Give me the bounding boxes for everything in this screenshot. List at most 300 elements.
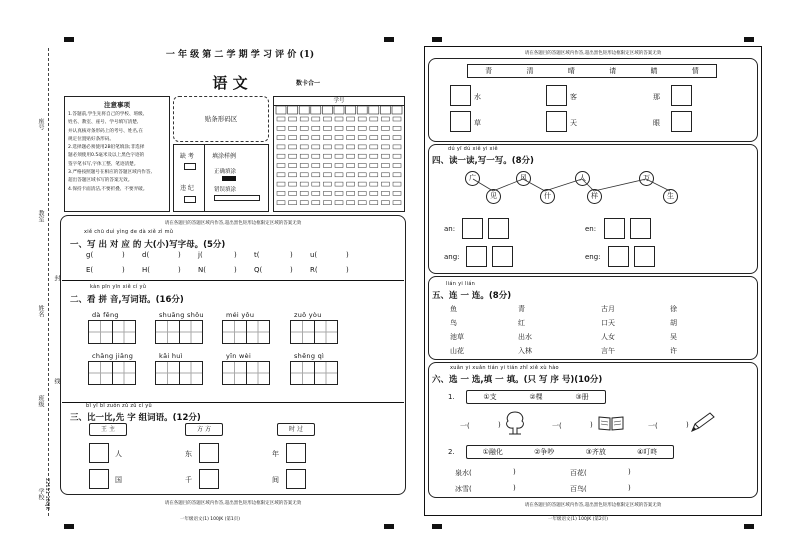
notes-line: 题必须使用0.5毫米及以上黑色字迹的	[68, 153, 145, 159]
id-bubble[interactable]	[381, 154, 389, 158]
id-bubble[interactable]	[347, 173, 355, 177]
id-bubble[interactable]	[323, 145, 331, 149]
id-bubble[interactable]	[300, 201, 308, 205]
id-bubble[interactable]	[300, 145, 308, 149]
letter-answer-blank[interactable]	[320, 266, 344, 275]
id-bubble[interactable]	[370, 173, 378, 177]
tree-icon	[504, 410, 526, 436]
id-bubble[interactable]	[323, 164, 331, 168]
match-item: 红	[518, 319, 525, 327]
letter-prompt: Q(	[254, 266, 263, 274]
char-bubble: 风	[516, 171, 531, 186]
match-item: 鸟	[450, 319, 457, 327]
char-box[interactable]	[466, 246, 487, 267]
id-bubble[interactable]	[358, 182, 366, 186]
rhyme-label: en:	[585, 225, 597, 233]
id-bubble[interactable]	[312, 117, 320, 121]
char-bubble: 生	[663, 189, 678, 204]
writing-cell[interactable]	[89, 362, 113, 384]
id-bubble[interactable]	[393, 126, 401, 130]
writing-cell[interactable]	[315, 321, 338, 343]
alignment-mark	[744, 524, 754, 529]
id-bubble[interactable]	[277, 117, 285, 121]
id-bubble[interactable]	[300, 154, 308, 158]
id-bubble[interactable]	[335, 117, 343, 121]
alignment-mark	[384, 524, 394, 529]
letter-prompt: H(	[142, 266, 150, 274]
word-writing-grid[interactable]	[290, 361, 338, 385]
q2-title: 二、看 拼 音,写词语。(16分)	[70, 295, 184, 305]
measure-blank-close: )	[686, 421, 689, 429]
letter-answer-blank[interactable]	[152, 251, 176, 260]
compare-pair: 王 主	[89, 423, 127, 436]
id-bubble[interactable]	[312, 126, 320, 130]
id-bubble[interactable]	[381, 164, 389, 168]
id-bubble[interactable]	[370, 164, 378, 168]
letter-answer-blank[interactable]	[264, 251, 288, 260]
id-bubble[interactable]	[393, 182, 401, 186]
char-box[interactable]	[634, 246, 655, 267]
id-bubble[interactable]	[335, 201, 343, 205]
writing-cell[interactable]	[180, 321, 203, 343]
letter-prompt: u(	[310, 251, 318, 259]
q3-title: 三、比一比,先 字 组词语。(12分)	[70, 413, 201, 423]
id-bubble[interactable]	[370, 191, 378, 195]
exam-header: 一 年 级 第 二 学 期 学 习 评 价 (1)	[165, 50, 315, 60]
letter-prompt: g(	[86, 251, 94, 259]
phrase-prefix: 泉水(	[455, 469, 472, 477]
id-bubble[interactable]	[393, 145, 401, 149]
id-bubble[interactable]	[277, 191, 285, 195]
char-box[interactable]	[450, 111, 471, 132]
id-bubble[interactable]	[300, 126, 308, 130]
word-bank-item: 情	[691, 67, 699, 75]
compound-char: 人	[115, 450, 122, 458]
char-box[interactable]	[89, 469, 109, 489]
paper-code: 数卡合一	[296, 80, 321, 87]
id-bubble[interactable]	[358, 154, 366, 158]
id-bubble[interactable]	[381, 126, 389, 130]
word-writing-grid[interactable]	[290, 320, 338, 344]
measure-answer-blank[interactable]	[566, 421, 588, 430]
id-bubble[interactable]	[347, 191, 355, 195]
q6-item1-options	[466, 390, 606, 404]
id-bubble[interactable]	[335, 173, 343, 177]
id-bubble[interactable]	[347, 182, 355, 186]
id-digit-box[interactable]	[357, 106, 367, 114]
absent-checkbox[interactable]	[184, 163, 196, 170]
id-bubble[interactable]	[300, 136, 308, 140]
alignment-mark	[64, 524, 74, 529]
phrase-suffix: )	[513, 484, 516, 492]
q2-pinyin: kàn pīn yīn xiě cí yǔ	[90, 284, 147, 290]
notes-box	[64, 96, 170, 212]
letter-answer-blank[interactable]	[264, 266, 288, 275]
phrase-prefix: 百鸟(	[570, 485, 587, 493]
writing-cell[interactable]	[291, 362, 315, 384]
id-bubble[interactable]	[289, 117, 297, 121]
letter-answer-blank[interactable]	[208, 251, 232, 260]
id-bubble[interactable]	[370, 182, 378, 186]
q1-title: 一、写 出 对 应 的 大(小)写字母。(5分)	[70, 240, 226, 250]
id-bubble[interactable]	[381, 173, 389, 177]
alignment-mark	[64, 37, 74, 42]
id-bubble[interactable]	[277, 136, 285, 140]
compound-char: 草	[474, 119, 481, 127]
letter-prompt: N(	[198, 266, 206, 274]
subject-title: 语 文	[212, 74, 248, 92]
book-icon	[597, 414, 625, 432]
letter-blank-close: )	[290, 251, 293, 259]
alignment-mark	[432, 37, 442, 42]
phrase-suffix: )	[628, 468, 631, 476]
id-bubble[interactable]	[300, 117, 308, 121]
match-item: 胡	[670, 319, 677, 327]
phrase-suffix: )	[628, 484, 631, 492]
letter-blank-close: )	[346, 266, 349, 274]
match-item: 古月	[601, 305, 615, 313]
writing-cell[interactable]	[156, 321, 180, 343]
page-footer-left: 一年级语文(1) 100JK (第1页)	[180, 517, 240, 522]
match-item: 吴	[670, 333, 677, 341]
writing-cell[interactable]	[247, 321, 270, 343]
writing-cell[interactable]	[223, 362, 247, 384]
id-bubble[interactable]	[277, 182, 285, 186]
option: ②棵	[529, 393, 543, 401]
char-box[interactable]	[199, 443, 219, 463]
writing-cell[interactable]	[113, 362, 136, 384]
id-bubble[interactable]	[335, 136, 343, 140]
id-bubble[interactable]	[381, 191, 389, 195]
measure-answer-blank[interactable]	[662, 421, 684, 430]
id-digit-box[interactable]	[311, 106, 321, 114]
id-bubble[interactable]	[289, 136, 297, 140]
measure-blank-open: 一(	[460, 422, 470, 430]
letter-prompt: E(	[86, 266, 94, 274]
match-item: 出水	[518, 333, 532, 341]
rhyme-label: an:	[444, 225, 456, 233]
id-bubble[interactable]	[370, 126, 378, 130]
id-bubble[interactable]	[393, 173, 401, 177]
compound-char: 那	[653, 93, 660, 101]
word-writing-grid[interactable]	[155, 361, 203, 385]
word-writing-grid[interactable]	[222, 320, 270, 344]
id-bubble[interactable]	[300, 173, 308, 177]
id-bubble[interactable]	[370, 154, 378, 158]
notes-list	[68, 111, 166, 194]
id-bubble[interactable]	[358, 201, 366, 205]
writing-cell[interactable]	[89, 321, 113, 343]
word-pinyin: méi yǒu	[226, 311, 255, 319]
id-bubble[interactable]	[370, 145, 378, 149]
q4-pinyin: dú yī dú xiě yi xiě	[448, 146, 498, 152]
id-digit-box[interactable]	[288, 106, 298, 114]
char-box[interactable]	[671, 111, 692, 132]
id-bubble[interactable]	[289, 154, 297, 158]
divider	[62, 280, 404, 281]
side-label-class: 班级	[37, 395, 44, 407]
word-pinyin: shēng qì	[294, 352, 325, 360]
id-bubble[interactable]	[347, 136, 355, 140]
student-id-label: 学号	[274, 97, 404, 106]
id-bubble[interactable]	[312, 182, 320, 186]
writing-cell[interactable]	[113, 321, 136, 343]
id-bubble[interactable]	[347, 154, 355, 158]
phrase-prefix: 百花(	[570, 469, 587, 477]
id-bubble[interactable]	[312, 191, 320, 195]
id-bubble[interactable]	[381, 117, 389, 121]
id-bubble[interactable]	[347, 164, 355, 168]
writing-cell[interactable]	[291, 321, 315, 343]
letter-answer-blank[interactable]	[96, 266, 120, 275]
id-bubble[interactable]	[323, 117, 331, 121]
id-bubble[interactable]	[347, 126, 355, 130]
word-bank-item: 请	[609, 67, 617, 75]
notes-title: 注意事项	[104, 101, 130, 109]
wrong-fill-sample	[214, 195, 260, 201]
phrase-answer-blank[interactable]	[481, 468, 511, 477]
id-bubble[interactable]	[347, 201, 355, 205]
id-bubble[interactable]	[358, 126, 366, 130]
id-bubble[interactable]	[289, 201, 297, 205]
id-bubble[interactable]	[289, 145, 297, 149]
id-bubble[interactable]	[335, 126, 343, 130]
id-bubble[interactable]	[289, 191, 297, 195]
letter-answer-blank[interactable]	[96, 251, 120, 260]
match-item: 口天	[601, 319, 615, 327]
match-item: 许	[670, 347, 677, 355]
q4-title: 四、读一读,写一写。(8分)	[432, 156, 534, 166]
id-bubble[interactable]	[393, 201, 401, 205]
char-box[interactable]	[546, 111, 567, 132]
notes-line: 4.保持卡面清洁,不要折叠、不要弄破。	[68, 186, 148, 192]
id-bubble[interactable]	[358, 164, 366, 168]
char-bubble: 广	[465, 171, 480, 186]
wrong-fill-label: 错误填涂	[214, 187, 237, 193]
id-bubble[interactable]	[370, 136, 378, 140]
warning-text: 请在各题目的答题区域内作答,超出黑色矩形边框限定区域的答案无效	[524, 51, 662, 56]
id-bubble[interactable]	[277, 164, 285, 168]
id-digit-box[interactable]	[346, 106, 356, 114]
writing-cell[interactable]	[223, 321, 247, 343]
word-writing-grid[interactable]	[155, 320, 203, 344]
id-bubble[interactable]	[358, 173, 366, 177]
word-bank-item: 清	[526, 67, 534, 75]
id-digit-box[interactable]	[299, 106, 309, 114]
id-digit-box[interactable]	[392, 106, 402, 114]
id-bubble[interactable]	[335, 145, 343, 149]
letter-blank-close: )	[122, 251, 125, 259]
phrase-answer-blank[interactable]	[596, 468, 626, 477]
q6-item2-number: 2.	[448, 448, 455, 456]
discipline-checkbox[interactable]	[184, 196, 196, 203]
writing-cell[interactable]	[247, 362, 270, 384]
id-bubble[interactable]	[277, 173, 285, 177]
id-bubble[interactable]	[393, 191, 401, 195]
id-digit-box[interactable]	[334, 106, 344, 114]
id-bubble[interactable]	[312, 136, 320, 140]
letter-prompt: d(	[142, 251, 150, 259]
writing-cell[interactable]	[315, 362, 338, 384]
notes-line: 姓名、教室、座号、学号填写清楚,	[68, 120, 139, 126]
id-bubble[interactable]	[277, 145, 285, 149]
id-bubble[interactable]	[300, 164, 308, 168]
phrase-answer-blank[interactable]	[596, 484, 626, 493]
char-bubble: 见	[486, 189, 501, 204]
id-bubble[interactable]	[289, 173, 297, 177]
id-digit-box[interactable]	[380, 106, 390, 114]
id-bubble[interactable]	[312, 201, 320, 205]
word-writing-grid[interactable]	[88, 320, 136, 344]
word-writing-grid[interactable]	[88, 361, 136, 385]
id-bubble[interactable]	[312, 145, 320, 149]
id-bubble[interactable]	[323, 173, 331, 177]
q6-item1-number: 1.	[448, 393, 455, 401]
char-bubble: 样	[587, 189, 602, 204]
warning-text: 请在各题目的答题区域内作答,超出黑色矩形边框限定区域的答案无效	[164, 221, 302, 226]
id-bubble[interactable]	[323, 191, 331, 195]
id-bubble[interactable]	[312, 154, 320, 158]
id-bubble[interactable]	[300, 182, 308, 186]
measure-blank-open: 一(	[648, 422, 658, 430]
absent-label: 缺 考	[180, 153, 194, 160]
student-id-bubbles[interactable]	[274, 105, 404, 211]
id-bubble[interactable]	[381, 136, 389, 140]
char-box[interactable]	[450, 85, 471, 106]
binding-line	[48, 48, 49, 516]
barcode-area: 贴条形码区	[173, 96, 269, 142]
letter-answer-blank[interactable]	[152, 266, 176, 275]
match-item: 青	[518, 305, 525, 313]
compound-char: 客	[570, 93, 577, 101]
id-bubble[interactable]	[323, 201, 331, 205]
letter-answer-blank[interactable]	[208, 266, 232, 275]
char-box[interactable]	[488, 218, 509, 239]
measure-blank-open: 一(	[552, 422, 562, 430]
char-box[interactable]	[286, 469, 306, 489]
id-bubble[interactable]	[335, 191, 343, 195]
id-bubble[interactable]	[381, 201, 389, 205]
measure-answer-blank[interactable]	[474, 421, 496, 430]
word-writing-grid[interactable]	[222, 361, 270, 385]
id-bubble[interactable]	[289, 164, 297, 168]
id-bubble[interactable]	[381, 182, 389, 186]
letter-prompt: t(	[254, 251, 260, 259]
id-bubble[interactable]	[323, 182, 331, 186]
word-bank	[467, 64, 717, 78]
id-bubble[interactable]	[370, 201, 378, 205]
word-pinyin: dà fēng	[92, 311, 119, 319]
id-bubble[interactable]	[370, 117, 378, 121]
char-box[interactable]	[630, 218, 651, 239]
id-bubble[interactable]	[277, 201, 285, 205]
letter-blank-close: )	[290, 266, 293, 274]
id-digit-box[interactable]	[369, 106, 379, 114]
char-box[interactable]	[199, 469, 219, 489]
rhyme-label: eng:	[585, 253, 601, 261]
id-bubble[interactable]	[323, 154, 331, 158]
id-bubble[interactable]	[358, 191, 366, 195]
letter-answer-blank[interactable]	[320, 251, 344, 260]
id-bubble[interactable]	[393, 117, 401, 121]
side-label-seal: 封	[53, 275, 60, 281]
id-digit-box[interactable]	[276, 106, 286, 114]
id-bubble[interactable]	[335, 154, 343, 158]
absence-box	[173, 144, 269, 212]
id-bubble[interactable]	[312, 173, 320, 177]
phrase-answer-blank[interactable]	[481, 484, 511, 493]
id-bubble[interactable]	[289, 126, 297, 130]
option: ④叮咚	[637, 448, 658, 456]
letter-blank-close: )	[234, 251, 237, 259]
char-box[interactable]	[546, 85, 567, 106]
compare-pair: 方 方	[185, 423, 223, 436]
id-bubble[interactable]	[393, 136, 401, 140]
option: ③齐放	[585, 448, 606, 456]
letter-blank-close: )	[346, 251, 349, 259]
compound-char: 水	[474, 93, 481, 101]
id-bubble[interactable]	[358, 136, 366, 140]
id-bubble[interactable]	[358, 117, 366, 121]
char-box[interactable]	[492, 246, 513, 267]
measure-blank-close: )	[498, 421, 501, 429]
char-box[interactable]	[462, 218, 483, 239]
option: ①融化	[482, 448, 503, 456]
id-bubble[interactable]	[312, 164, 320, 168]
writing-cell[interactable]	[180, 362, 203, 384]
id-bubble[interactable]	[358, 145, 366, 149]
id-bubble[interactable]	[393, 154, 401, 158]
id-bubble[interactable]	[393, 164, 401, 168]
match-item: 池草	[450, 333, 464, 341]
notes-line: 签字笔书写,字体工整、笔迹清楚。	[68, 161, 139, 167]
char-box[interactable]	[286, 443, 306, 463]
q6-title: 六、选 一 选,填 一 填。(只 写 序 号)(10分)	[432, 375, 603, 385]
char-box[interactable]	[608, 246, 629, 267]
measure-blank-close: )	[590, 421, 593, 429]
phrase-prefix: 冰雪(	[455, 485, 472, 493]
student-id-grid[interactable]	[273, 96, 405, 212]
q4-connector-lines	[460, 164, 720, 208]
id-bubble[interactable]	[323, 136, 331, 140]
word-bank-item: 睛	[650, 67, 658, 75]
id-bubble[interactable]	[335, 164, 343, 168]
id-digit-box[interactable]	[322, 106, 332, 114]
writing-cell[interactable]	[156, 362, 180, 384]
id-bubble[interactable]	[277, 154, 285, 158]
char-box[interactable]	[604, 218, 625, 239]
q3-pinyin: bǐ yī bǐ zuǒn zǔ zǔ cí yǔ	[86, 403, 152, 409]
id-bubble[interactable]	[335, 182, 343, 186]
side-label-line: 线	[53, 378, 60, 384]
id-bubble[interactable]	[300, 191, 308, 195]
word-pinyin: yīn wèi	[226, 352, 252, 360]
id-bubble[interactable]	[323, 126, 331, 130]
id-bubble[interactable]	[347, 117, 355, 121]
letter-prompt: j(	[198, 251, 203, 259]
char-box[interactable]	[89, 443, 109, 463]
char-bubble: 万	[639, 171, 654, 186]
id-bubble[interactable]	[347, 145, 355, 149]
char-box[interactable]	[671, 85, 692, 106]
discipline-label: 违 纪	[180, 185, 194, 192]
match-item: 鱼	[450, 305, 457, 313]
id-bubble[interactable]	[277, 126, 285, 130]
page-footer-right: 一年级语文(1) 100JK (第2页)	[548, 517, 608, 522]
id-bubble[interactable]	[289, 182, 297, 186]
phrase-suffix: )	[513, 468, 516, 476]
id-bubble[interactable]	[381, 145, 389, 149]
